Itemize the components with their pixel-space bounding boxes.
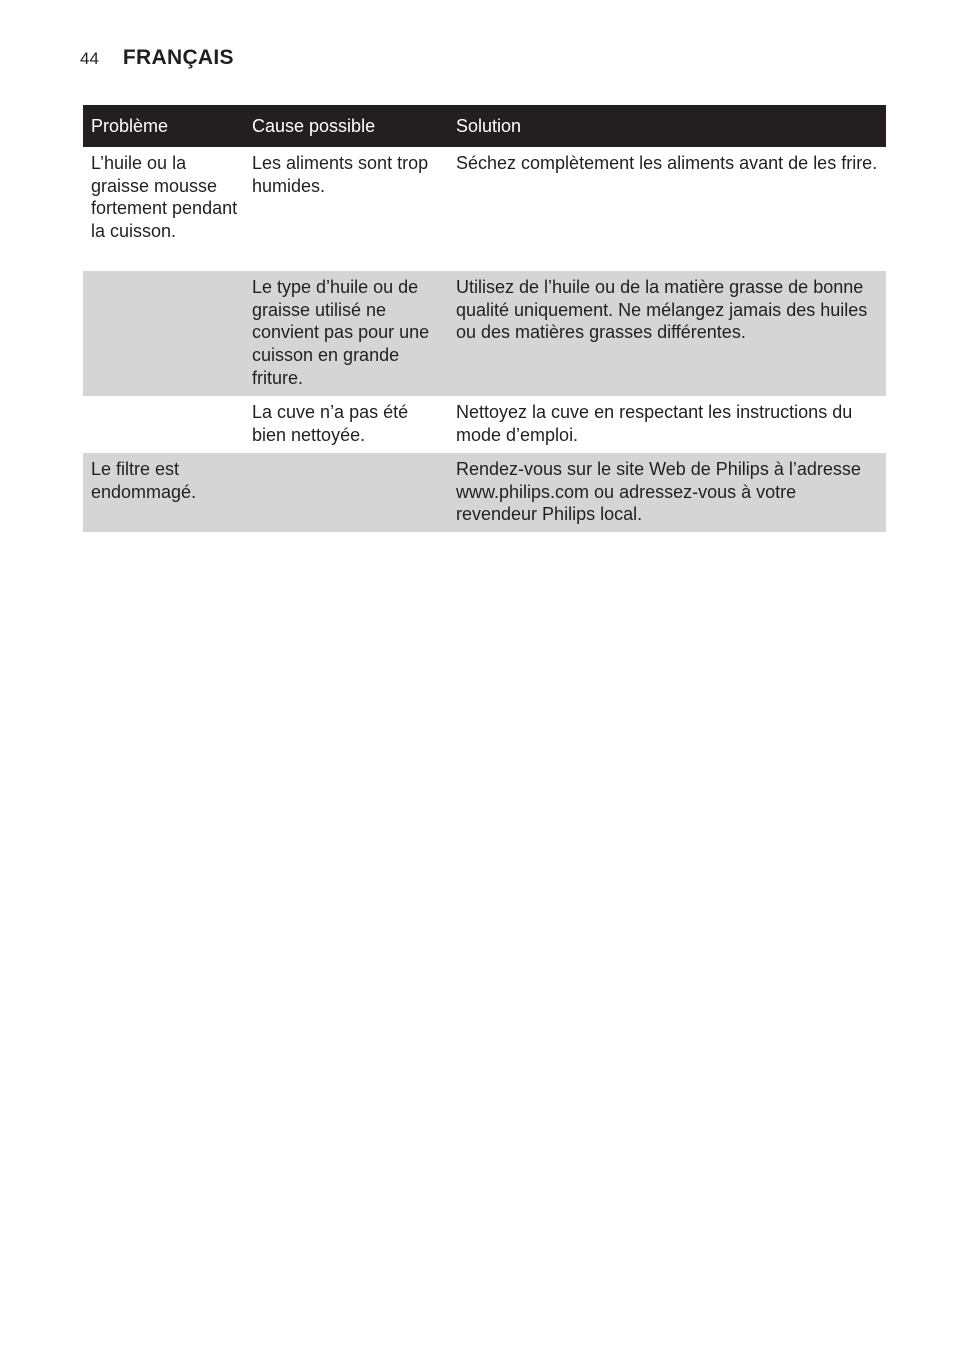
page-header [80,46,234,76]
table-row [83,147,886,271]
problem-cell [83,396,244,453]
solution-cell: Nettoyez la cuve en respectant les instructions du mode d’emploi. [456,402,853,445]
table-row [83,271,886,396]
solution-cell: Rendez-vous sur le site Web de Philips à l’adresse www.philips.com ou adressez-vous à votre revendeur Philips local. [448,453,886,532]
table-row [83,396,886,453]
cause-cell: Les aliments sont trop humides. [252,153,429,196]
page-number: 44 [80,49,99,68]
column-header-problem: Problème [91,115,169,136]
cause-cell: Le type d’huile ou de graisse utilisé ne convient pas pour une cuisson en grande friture. [244,271,448,396]
column-header-cause: Cause possible [252,115,376,136]
problem-cell: Le filtre est endommagé. [83,453,244,532]
problem-cell [83,271,244,396]
cause-cell: La cuve n’a pas été bien nettoyée. [252,402,409,445]
table-body [83,147,886,532]
table-header-row [83,105,886,147]
troubleshooting-table-container [83,105,886,532]
table-header [83,105,886,147]
solution-cell: Séchez complètement les aliments avant de les frire. [456,153,878,173]
troubleshooting-table [83,105,886,532]
column-header-solution: Solution [456,115,522,136]
language-title: FRANÇAIS [122,46,234,69]
table-row [83,453,886,532]
problem-cell: L’huile ou la graisse mousse fortement pendant la cuisson. [91,153,238,242]
cause-cell [244,453,448,532]
solution-cell: Utilisez de l’huile ou de la matière grasse de bonne qualité uniquement. Ne mélangez jamais des huiles ou des matières grasses différentes. [448,271,886,396]
